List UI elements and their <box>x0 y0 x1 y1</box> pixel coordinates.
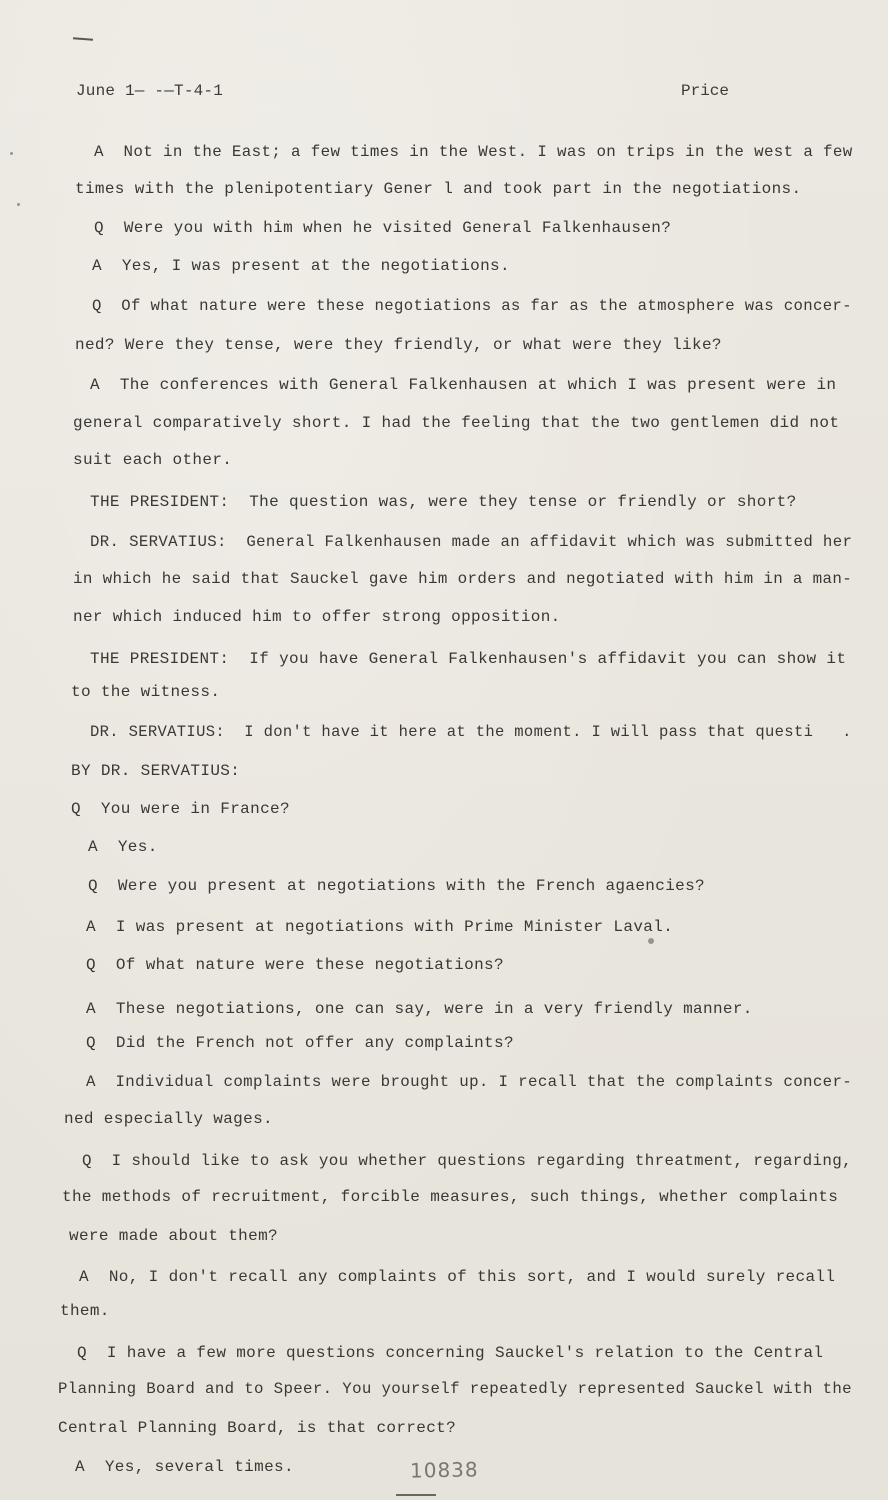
transcript-line: THE PRESIDENT: If you have General Falkenhausen's affidavit you can show it <box>90 650 847 668</box>
transcript-line: general comparatively short. I had the feeling that the two gentlemen did not <box>73 414 840 432</box>
transcript-line: A Not in the East; a few times in the West. I was on trips in the west a few <box>94 143 853 161</box>
transcript-line: DR. SERVATIUS: General Falkenhausen made an affidavit which was submitted her <box>90 533 853 551</box>
transcript-line: Q Of what nature were these negotiations? <box>86 956 504 974</box>
transcript-line: A No, I don't recall any complaints of this sort, and I would surely recall <box>79 1268 836 1286</box>
transcript-line: A I was present at negotiations with Prime Minister Laval. <box>86 918 674 936</box>
transcript-line: Q I should like to ask you whether questions regarding threatment, regarding, <box>82 1152 853 1170</box>
transcript-line: Q Were you present at negotiations with the French agaencies? <box>88 877 705 895</box>
transcript-line: Q I have a few more questions concerning Sauckel's relation to the Central <box>77 1344 824 1362</box>
paper-speck <box>648 938 654 944</box>
transcript-line: A The conferences with General Falkenhausen at which I was present were in <box>90 376 837 394</box>
transcript-line: A Yes, I was present at the negotiations. <box>92 257 510 275</box>
transcript-line: A Yes, several times. <box>75 1458 294 1476</box>
transcript-line: ned especially wages. <box>64 1110 273 1128</box>
transcript-line: were made about them? <box>69 1227 278 1245</box>
page-header-right: Price <box>681 82 730 100</box>
transcript-line: Q Of what nature were these negotiations as far as the atmosphere was concer- <box>92 297 852 315</box>
transcript-line: Q Did the French not offer any complaints? <box>86 1034 514 1052</box>
paper-speck <box>10 152 13 155</box>
transcript-line: THE PRESIDENT: The question was, were they tense or friendly or short? <box>90 493 797 511</box>
transcript-line: ned? Were they tense, were they friendly, or what were they like? <box>75 336 722 354</box>
transcript-line: times with the plenipotentiary Gener l and took part in the negotiations. <box>75 180 802 198</box>
transcript-line: Q Were you with him when he visited General Falkenhausen? <box>94 219 672 237</box>
paper-speck <box>17 203 20 206</box>
transcript-line: A Individual complaints were brought up. I recall that the complaints concer- <box>86 1073 853 1091</box>
transcript-line: ner which induced him to offer strong opposition. <box>73 608 561 626</box>
transcript-line: A Yes. <box>88 838 158 856</box>
transcript-line: Planning Board and to Speer. You yourself repeatedly represented Sauckel with the <box>58 1380 852 1398</box>
page-number-stamp: 10838 <box>409 1457 479 1483</box>
transcript-line: in which he said that Sauckel gave him orders and negotiated with him in a man- <box>73 570 853 588</box>
cropped-bottom-mark <box>396 1494 436 1496</box>
transcript-line: the methods of recruitment, forcible measures, such things, whether complaints <box>62 1188 839 1206</box>
transcript-line: DR. SERVATIUS: I don't have it here at the moment. I will pass that questi . <box>90 723 852 741</box>
transcript-line: A These negotiations, one can say, were in a very friendly manner. <box>86 1000 753 1018</box>
page-header-left: June 1— -—T-4-1 <box>76 82 224 100</box>
transcript-line: Q You were in France? <box>71 800 290 818</box>
transcript-line: to the witness. <box>71 683 221 701</box>
transcript-line: them. <box>60 1302 110 1320</box>
transcript-line: suit each other. <box>73 451 233 469</box>
transcript-line: BY DR. SERVATIUS: <box>71 762 241 780</box>
transcript-line: Central Planning Board, is that correct? <box>58 1419 457 1437</box>
pen-mark <box>73 37 93 40</box>
